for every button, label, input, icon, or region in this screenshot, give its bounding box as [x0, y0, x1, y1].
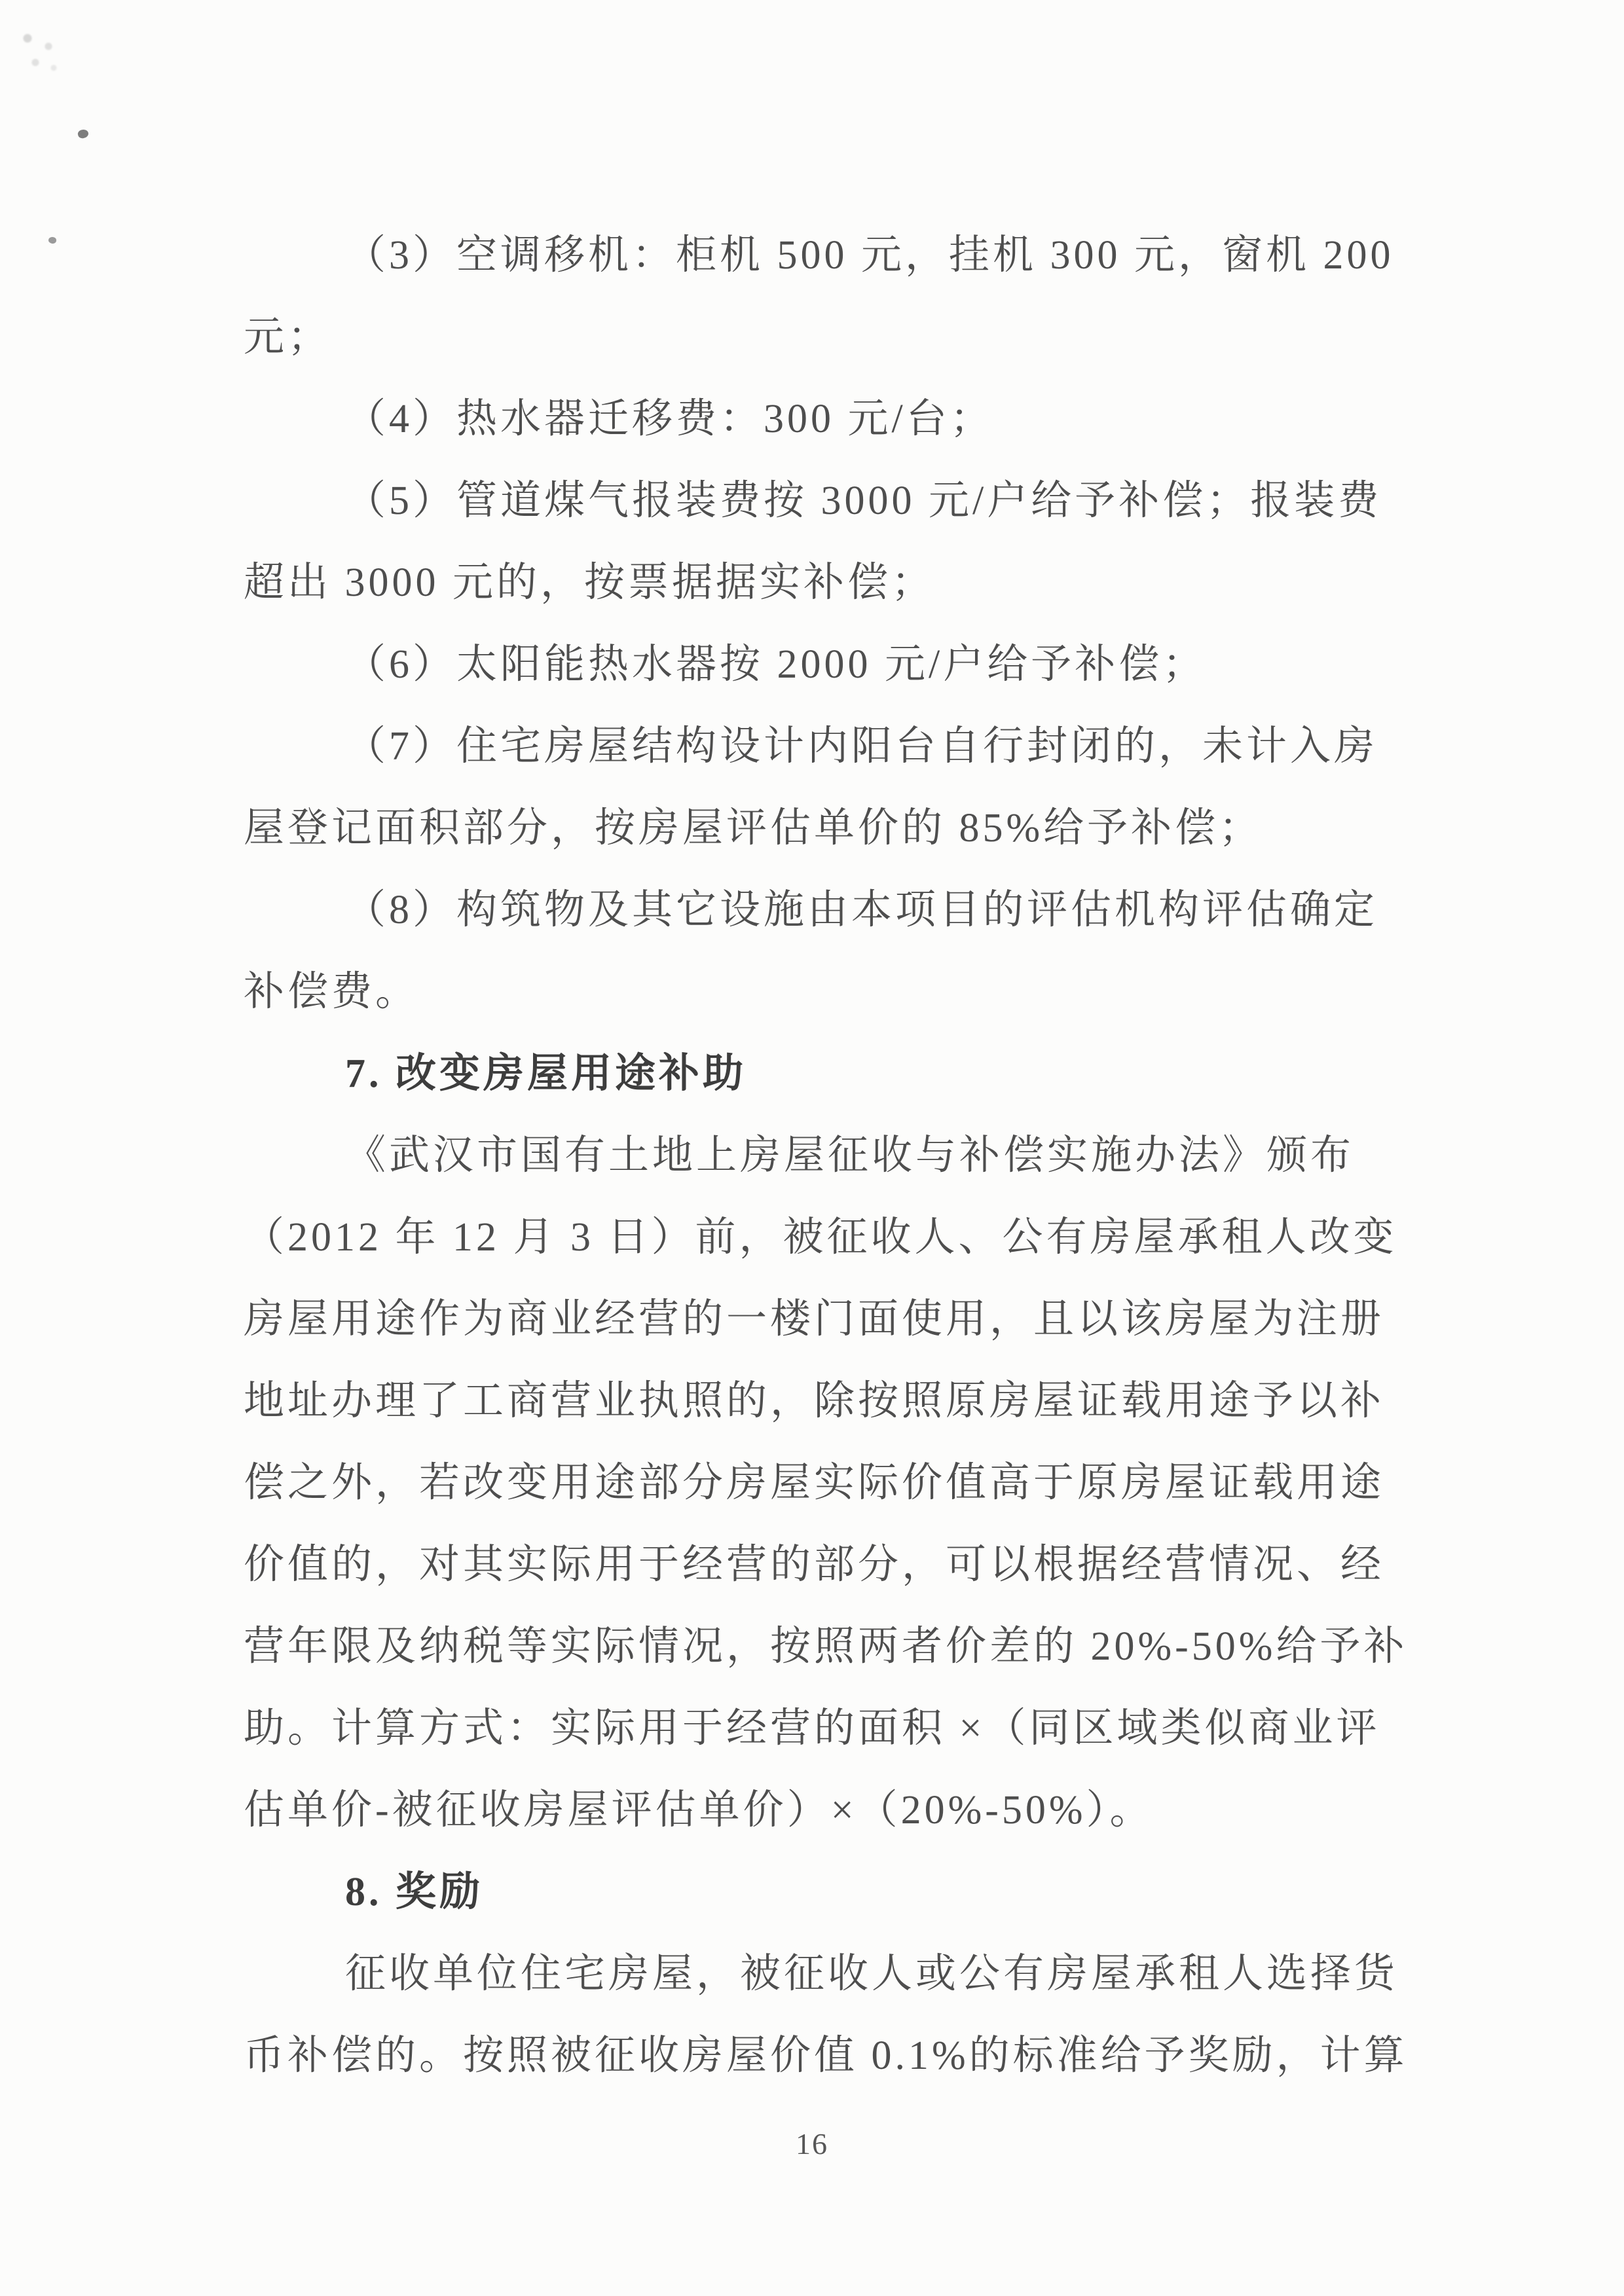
text-line: （6）太阳能热水器按 2000 元/户给予补偿； — [345, 642, 1207, 687]
text-line: （4）热水器迁移费：300 元/台； — [345, 397, 994, 441]
text-line: （3）空调移机：柜机 500 元，挂机 300 元，窗机 200 — [345, 233, 1394, 278]
scan-smudge — [12, 25, 64, 79]
text-line: 偿之外，若改变用途部分房屋实际价值高于原房屋证载用途 — [244, 1461, 1385, 1505]
text-line: 征收单位住宅房屋，被征收人或公有房屋承租人选择货 — [345, 1952, 1399, 1996]
scan-speck — [48, 236, 57, 244]
text-line: 助。计算方式：实际用于经营的面积 ×（同区域类似商业评 — [244, 1706, 1380, 1751]
section-heading: 8. 奖励 — [345, 1870, 484, 1914]
text-line: 补偿费。 — [244, 970, 420, 1014]
text-line: 币补偿的。按照被征收房屋价值 0.1%的标准给予奖励，计算 — [244, 2033, 1408, 2078]
text-line: 价值的，对其实际用于经营的部分，可以根据经营情况、经 — [244, 1542, 1385, 1587]
text-line: （2012 年 12 月 3 日）前，被征收人、公有房屋承租人改变 — [244, 1215, 1397, 1260]
text-line: 屋登记面积部分，按房屋评估单价的 85%给予补偿； — [244, 806, 1263, 850]
text-line: （8）构筑物及其它设施由本项目的评估机构评估确定 — [345, 888, 1378, 932]
text-line: 地址办理了工商营业执照的，除按照原房屋证载用途予以补 — [244, 1379, 1385, 1423]
text-line: 元； — [244, 315, 332, 359]
document-body — [244, 215, 1408, 2097]
text-line: 《武汉市国有土地上房屋征收与补偿实施办法》颁布 — [345, 1133, 1355, 1178]
page-number: 16 — [796, 2127, 828, 2160]
text-line: 估单价-被征收房屋评估单价）×（20%-50%）。 — [244, 1788, 1154, 1832]
text-line: 房屋用途作为商业经营的一楼门面使用，且以该房屋为注册 — [244, 1297, 1385, 1341]
text-line: （5）管道煤气报装费按 3000 元/户给予补偿；报装费 — [345, 479, 1382, 523]
text-line: 营年限及纳税等实际情况，按照两者价差的 20%-50%给予补 — [244, 1624, 1408, 1669]
scan-speck — [77, 128, 90, 139]
text-line: （7）住宅房屋结构设计内阳台自行封闭的，未计入房 — [345, 724, 1378, 769]
text-line: 超出 3000 元的，按票据据实补偿； — [244, 560, 936, 605]
section-heading: 7. 改变房屋用途补助 — [345, 1051, 747, 1096]
